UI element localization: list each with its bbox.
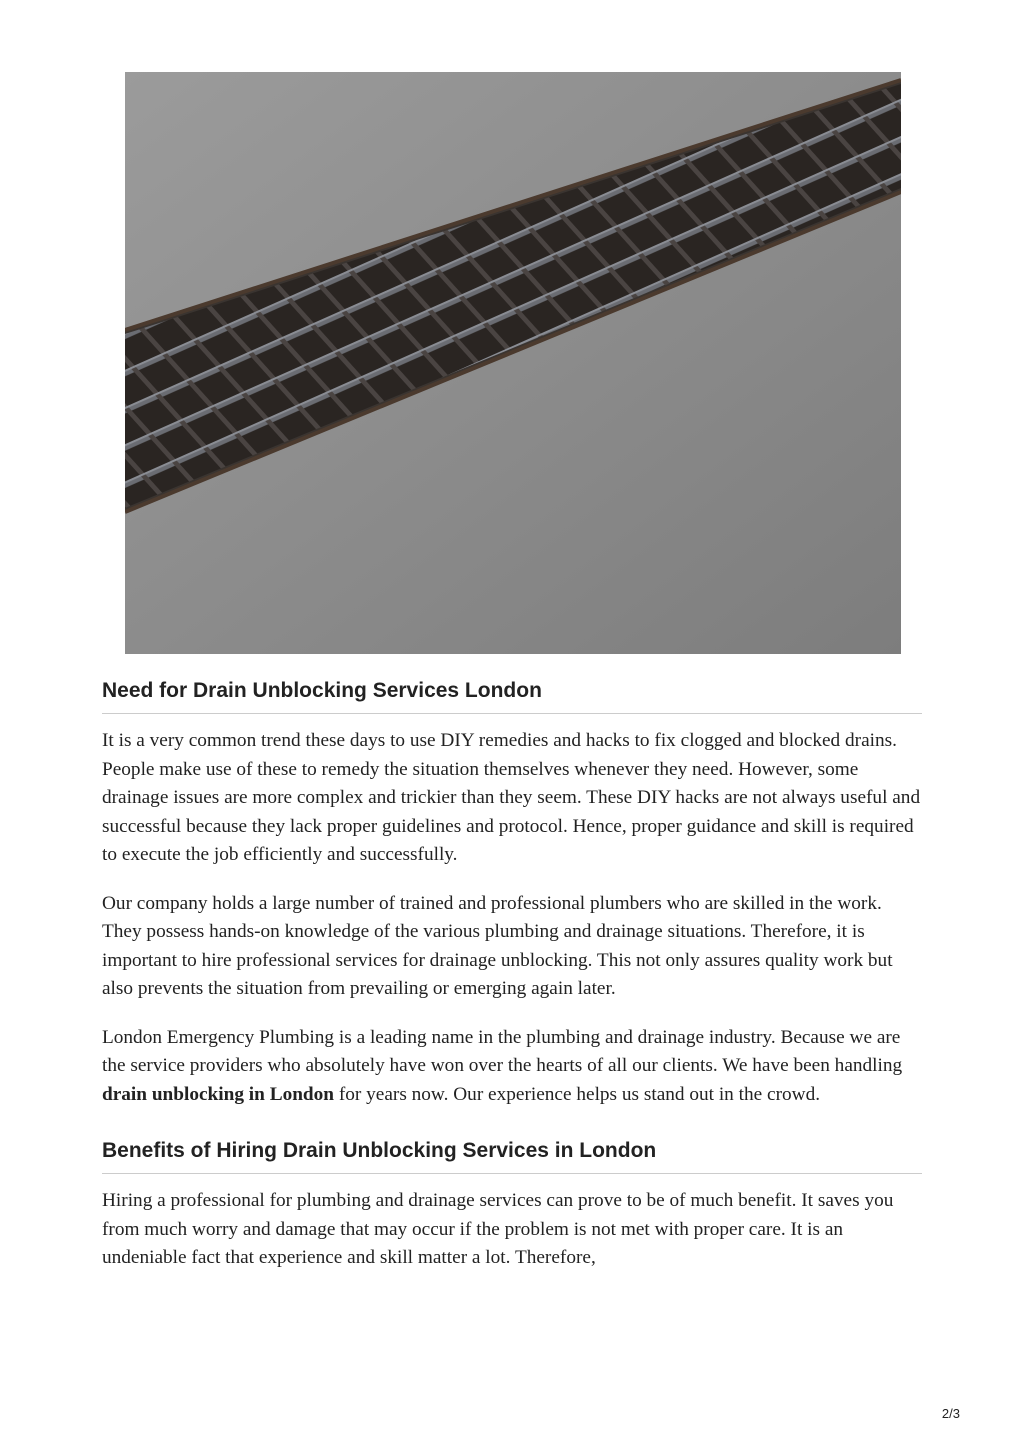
section-heading-need: Need for Drain Unblocking Services London <box>102 676 922 714</box>
paragraph: Hiring a professional for plumbing and drainage services can prove to be of much benefit. It saves you from much worry and damage that may occur if the problem is not met with proper care. It is an undeniable fact that experience and skill matter a lot. Therefore, <box>102 1190 894 1268</box>
paragraph: Our company holds a large number of trained and professional plumbers who are skilled in the work. They possess hands-on knowledge of the various plumbing and drainage situations. Therefore, it is important to hire professional services for drainage unblocking. This not only assures quality work but also prevents the situation from prevailing or emerging again later. <box>102 892 893 999</box>
section-heading-benefits: Benefits of Hiring Drain Unblocking Services in London <box>102 1136 922 1174</box>
drain-grate-photo <box>125 72 901 654</box>
paragraph: It is a very common trend these days to use DIY remedies and hacks to fix clogged and blocked drains. People make use of these to remedy the situation themselves whenever they need. However, some drainage issues are more complex and trickier than they seem. These DIY hacks are not always useful and successful because they lack proper guidelines and protocol. Hence, proper guidance and skill is required to execute the job efficiently and successfully. <box>102 730 921 865</box>
article-content <box>102 676 922 1273</box>
paragraph <box>102 1024 922 1110</box>
keyword-link-text: drain unblocking in London <box>102 1083 335 1105</box>
page-number: 2/3 <box>941 1406 960 1421</box>
paragraph-text: for years now. Our experience helps us stand out in the crowd. <box>334 1083 821 1105</box>
paragraph-text: London Emergency Plumbing is a leading name in the plumbing and drainage industry. Because we are the service providers who absolutely have won over the hearts of all our clients. We have been handling <box>102 1026 903 1076</box>
